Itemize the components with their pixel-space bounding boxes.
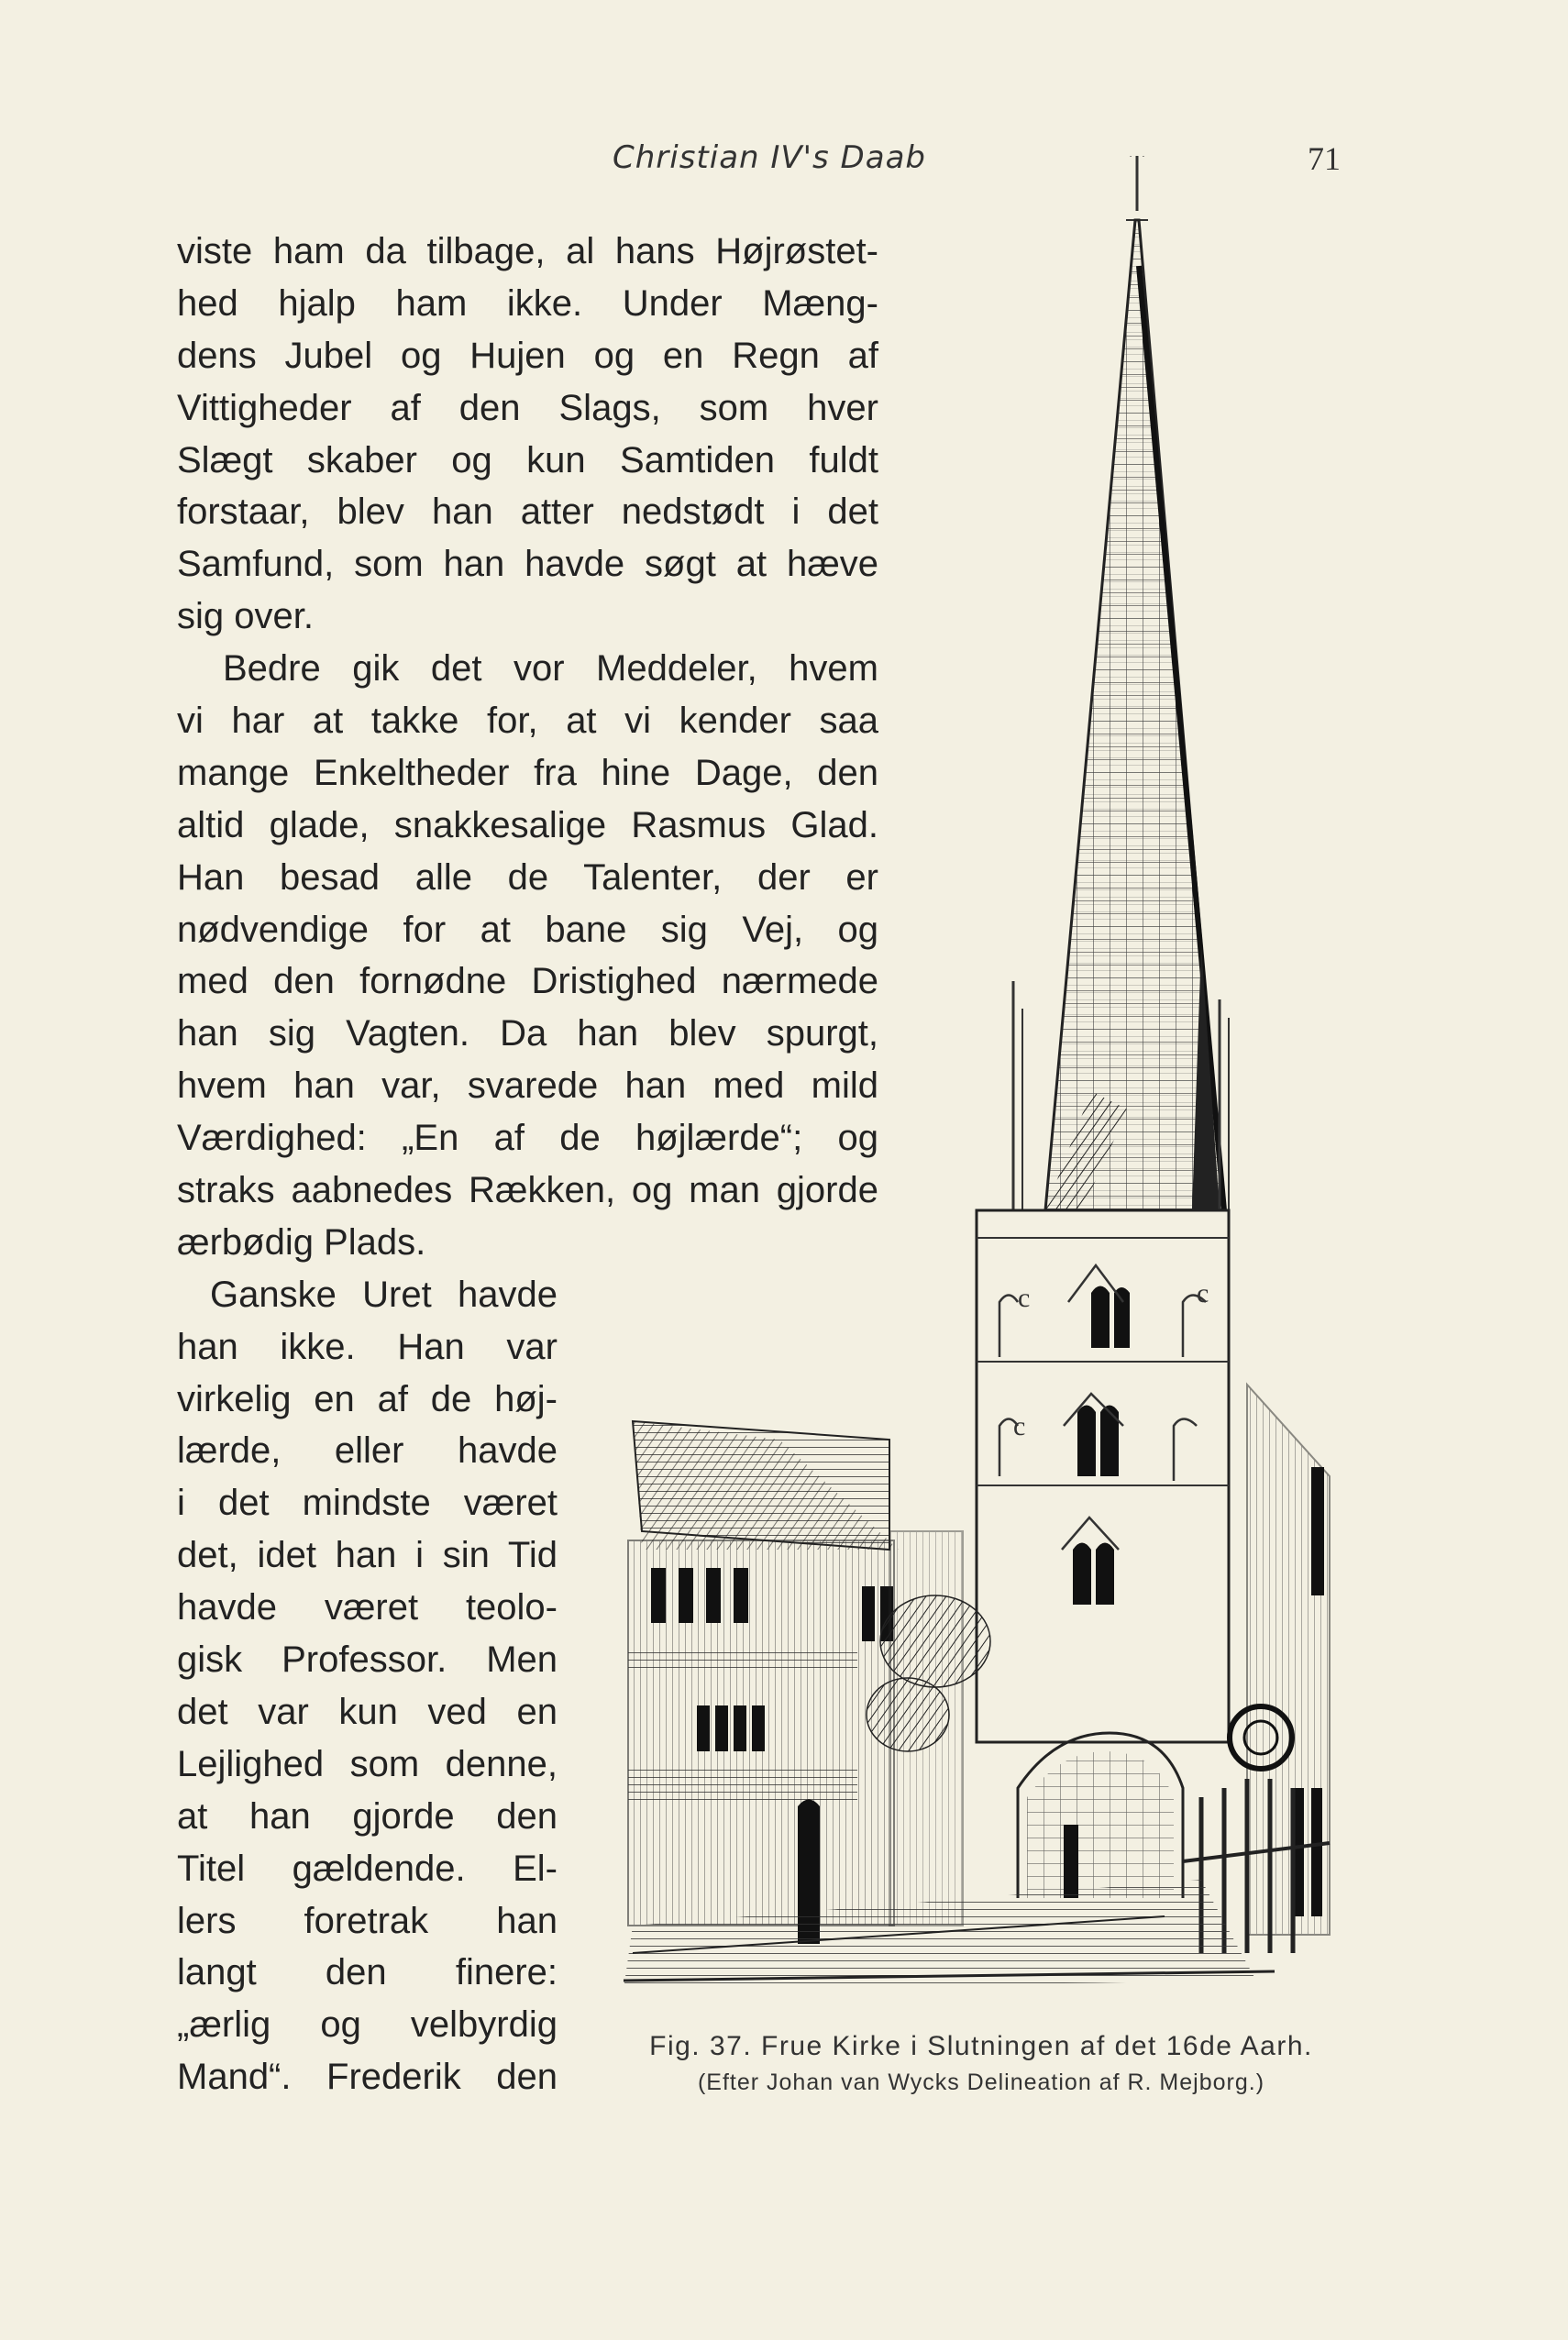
- text-line: Vittigheder af den Slags, som hver: [177, 387, 878, 428]
- text-line: det, idet han i sin Tid: [177, 1535, 558, 1576]
- svg-text:c: c: [1018, 1283, 1031, 1313]
- text-line: hed hjalp ham ikke. Under Mæng-: [177, 282, 878, 324]
- text-line: Bedre gik det vor Meddeler, hvem: [223, 648, 878, 690]
- engraving-svg: [614, 156, 1348, 2008]
- text-line: nødvendige for at bane sig Vej, og: [177, 909, 878, 950]
- text-line: altid glade, snakkesalige Rasmus Glad.: [177, 804, 878, 845]
- text-line: han ikke. Han var: [177, 1326, 558, 1367]
- text-line: sig over.: [177, 596, 314, 637]
- text-line: Han besad alle de Talenter, der er: [177, 856, 878, 898]
- text-line: mange Enkeltheder fra hine Dage, den: [177, 752, 878, 793]
- text-line: Titel gældende. El-: [177, 1848, 558, 1889]
- svg-text:c: c: [1013, 1411, 1026, 1441]
- page-number: 71: [1308, 140, 1341, 177]
- text-line: gisk Professor. Men: [177, 1639, 558, 1681]
- church-illustration: [614, 156, 1348, 2008]
- figure-caption: [614, 2031, 1348, 2096]
- text-line: viste ham da tilbage, al hans Højrøstet-: [177, 231, 878, 271]
- text-line: Værdighed: „En af de højlærde“; og: [177, 1118, 878, 1159]
- text-line: Lejlighed som denne,: [177, 1743, 558, 1784]
- text-line: forstaar, blev han atter nedstødt i det: [177, 491, 878, 533]
- svg-text:c: c: [1197, 1278, 1209, 1308]
- text-line: lærde, eller havde: [177, 1430, 558, 1472]
- caption-line-1: Fig. 37. Frue Kirke i Slutningen af det 16de Aarh.: [649, 2031, 1313, 2061]
- text-line: ærbødig Plads.: [177, 1221, 426, 1263]
- text-line: straks aabnedes Rækken, og man gjorde: [177, 1170, 878, 1211]
- text-line: i det mindste været: [177, 1483, 558, 1524]
- text-line: hvem han var, svarede han med mild: [177, 1065, 878, 1107]
- text-line: „ærlig og velbyrdig: [177, 2004, 558, 2046]
- text-line: Mand“. Frederik den: [177, 2057, 558, 2098]
- text-line: lers foretrak han: [177, 1900, 558, 1941]
- text-line: virkelig en af de høj-: [177, 1378, 558, 1419]
- text-line: vi har at takke for, at vi kender saa: [177, 701, 878, 742]
- text-line: dens Jubel og Hujen og en Regn af: [177, 335, 878, 376]
- text-line: med den fornødne Dristighed nærmede: [177, 961, 878, 1002]
- text-line: Slægt skaber og kun Samtiden fuldt: [177, 439, 878, 480]
- text-line: han sig Vagten. Da han blev spurgt,: [177, 1013, 878, 1054]
- text-line: at han gjorde den: [177, 1795, 558, 1837]
- text-line: havde været teolo-: [177, 1587, 558, 1628]
- caption-line-2: (Efter Johan van Wycks Delineation af R. Mejborg.): [697, 2070, 1265, 2095]
- text-line: Samfund, som han havde søgt at hæve: [177, 544, 878, 585]
- text-line: Ganske Uret havde: [210, 1274, 558, 1315]
- text-line: langt den finere:: [177, 1952, 558, 1993]
- running-title: Christian IV's Daab: [613, 139, 926, 176]
- text-line: det var kun ved en: [177, 1691, 558, 1732]
